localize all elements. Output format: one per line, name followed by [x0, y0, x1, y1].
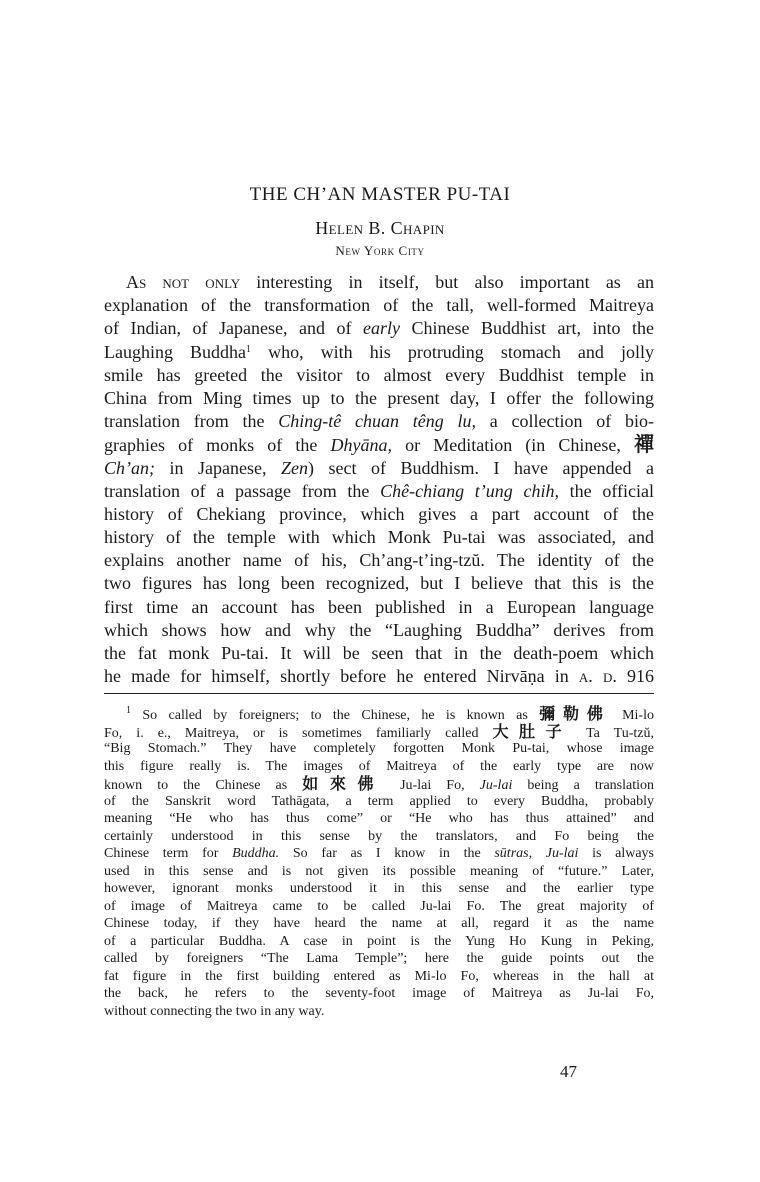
text-run: the official	[558, 480, 654, 501]
small-caps-opening: As not only	[126, 272, 241, 292]
footnote-line: Chinese today, if they have heard the name at all, regard it as the name	[104, 916, 654, 931]
footnote-line: called by foreigners “The Lama Temple”; here the guide points out the	[104, 951, 654, 966]
italic-text: Ch’an;	[104, 457, 155, 478]
italic-text: Ju-lai	[479, 778, 513, 793]
footnote-divider	[104, 693, 654, 694]
page-number: 47	[560, 1062, 577, 1081]
body-text	[104, 271, 654, 688]
text-run: So far as I know in the	[279, 846, 495, 861]
small-caps-era: a. d.	[578, 666, 617, 687]
footnote-line: certainly understood in this sense by the translators, and Fo being the	[104, 828, 654, 844]
body-line: explanation of the transformation of the tall, well-formed Maitreya	[104, 295, 654, 316]
italic-text: Buddha.	[232, 846, 280, 861]
body-line: China from Ming times up to the present day, I offer the following	[104, 387, 654, 408]
text-run: he made for himself, shortly before he entered Nirvāṇa in	[104, 666, 579, 687]
text-run: or Meditation (in Chinese,	[392, 435, 634, 456]
text-run: Ta Tu-tzŭ,	[572, 725, 654, 740]
footnote-line: the back, he refers to the seventy-foot image of Maitreya as Ju-lai Fo,	[104, 986, 654, 1001]
footnote-line	[104, 845, 654, 863]
text-run: ) sect of Buddhism. I have appended a	[308, 457, 654, 478]
footnote-line	[104, 775, 654, 793]
text-run: being a translation	[512, 778, 654, 793]
footnote-line: “Big Stomach.” They have completely forgotten Monk Pu-tai, whose image	[104, 741, 654, 756]
chinese-characters: 彌勒佛	[539, 705, 611, 723]
text-run: Chinese term for	[104, 846, 233, 861]
chinese-characters: 禪	[634, 433, 654, 457]
body-line: which shows how and why the “Laughing Buddha” derives from	[104, 619, 654, 640]
body-line: history of the temple with which Monk Pu-tai was associated, and	[104, 527, 654, 548]
italic-text: Dhyāna,	[330, 435, 392, 456]
text-run: is always	[578, 846, 654, 861]
author-name: Helen B. Chapin	[315, 218, 445, 238]
text-run: Chinese Buddhist art, into the	[399, 318, 654, 339]
body-line: first time an account has been published in a European language	[104, 596, 654, 617]
footnote-line: of image of Maitreya came to be called Ju-lai Fo. The great majority of	[104, 898, 654, 914]
text-run: translation from the	[104, 411, 279, 432]
text-run: Ju-lai Fo,	[385, 778, 480, 793]
text-run: 916	[616, 666, 654, 687]
footnote-line: without connecting the two in any way.	[104, 1003, 325, 1019]
footnote-line: of the Sanskrit word Tathāgata, a term applied to every Buddha, probably	[104, 793, 654, 809]
text-run: a collection of bio-	[476, 411, 654, 432]
italic-text: Zen	[281, 457, 309, 478]
footnote-line	[104, 705, 654, 723]
text-run: who, with his protruding stomach and jolly	[251, 341, 654, 362]
footnote-line: used in this sense and is not given its possible meaning of “future.” Later,	[104, 863, 654, 879]
body-line: explains another name of his, Ch’ang-t’ing-tzŭ. The identity of the	[104, 550, 654, 571]
italic-text: early	[362, 318, 400, 339]
body-line	[104, 457, 654, 480]
footnote-line: however, ignorant monks understood it in this sense and the earlier type	[104, 881, 654, 896]
text-run: So called by foreigners; to the Chinese, he is known as	[131, 708, 540, 723]
text-run: in Japanese,	[155, 457, 282, 478]
italic-text: Ching-tê chuan têng lu,	[278, 411, 476, 432]
text-run: interesting in itself, but also important as an	[240, 272, 654, 292]
text-run: of Indian, of Japanese, and of	[104, 318, 363, 339]
chinese-characters: 大肚子	[492, 722, 573, 740]
body-line	[104, 271, 654, 294]
body-line: history of Chekiang province, which gives a part account of the	[104, 503, 654, 524]
article-title: THE CH’AN MASTER PU-TAI	[249, 184, 511, 205]
footnote	[104, 705, 654, 1020]
footnote-line: fat figure in the first building entered as Mi-lo Fo, whereas in the hall at	[104, 968, 654, 984]
text-run: Fo, i. e., Maitreya, or is sometimes familiarly called	[104, 725, 493, 740]
body-line: the fat monk Pu-tai. It will be seen that in the death-poem which	[104, 643, 654, 663]
text-run: translation of a passage from the	[104, 480, 381, 501]
body-line	[104, 410, 654, 433]
body-line	[104, 665, 654, 688]
footnote-marker: 1	[246, 343, 252, 355]
body-line: two figures has long been recognized, but I believe that this is the	[104, 573, 654, 594]
author-affiliation: New York City	[335, 243, 425, 258]
italic-text: sūtras, Ju-lai	[494, 846, 579, 861]
footnote-number: 1	[126, 705, 131, 716]
body-line	[104, 433, 654, 456]
footnote-line: meaning “He who has thus come” or “He who has thus attained” and	[104, 811, 654, 826]
text-run: known to the Chinese as	[104, 778, 303, 793]
chinese-characters: 如來佛	[302, 775, 386, 793]
text-run: graphies of monks of the	[104, 435, 331, 456]
text-run: Mi-lo	[610, 708, 654, 723]
text-run: Laughing Buddha	[104, 341, 247, 362]
footnote-line	[104, 723, 654, 741]
footnote-line: this figure really is. The images of Maitreya of the early type are now	[104, 758, 654, 774]
italic-text: Chê-chiang t’ung chih,	[380, 480, 559, 501]
footnote-line: of a particular Buddha. A case in point is the Yung Ho Kung in Peking,	[104, 933, 654, 949]
body-line	[104, 341, 654, 364]
body-line: smile has greeted the visitor to almost every Buddhist temple in	[104, 364, 654, 385]
body-line	[104, 317, 654, 340]
body-line	[104, 480, 654, 503]
